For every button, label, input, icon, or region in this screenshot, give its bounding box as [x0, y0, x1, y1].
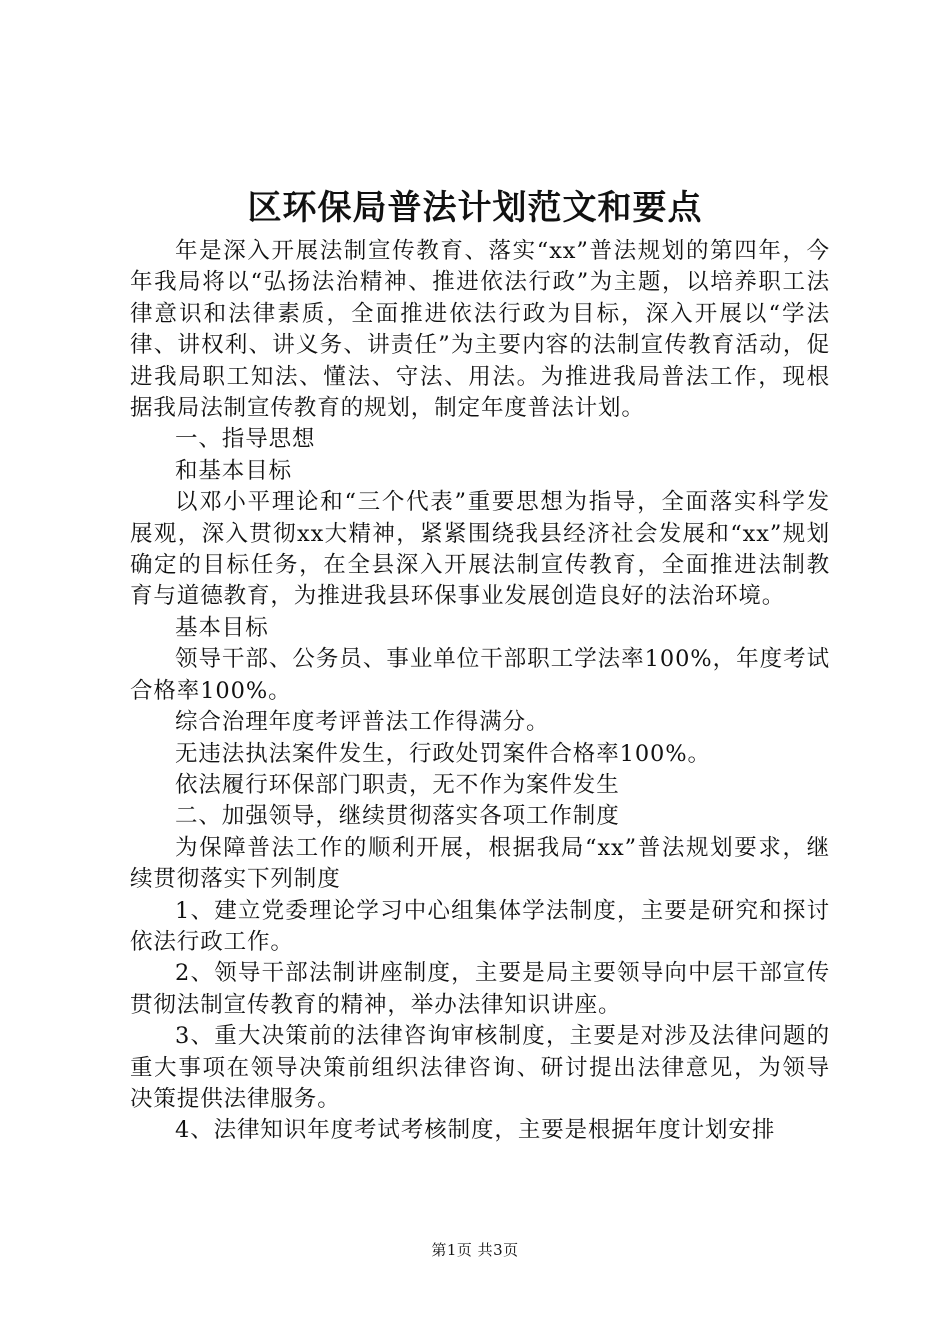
system-item-1: 1、建立党委理论学习中心组集体学法制度，主要是研究和探讨依法行政工作。 [130, 897, 830, 955]
heading-strengthen-leadership: 二、加强领导，继续贯彻落实各项工作制度 [175, 803, 620, 830]
paragraph-intro: 年是深入开展法制宣传教育、落实“xx”普法规划的第四年，今年我局将以“弘扬法治精神、推进依法行政”为主题，以培养职工法律意识和法律素质，全面推进依法行政为目标，深入开展以“学法律、讲权利、讲义务、讲责任”为主要内容的法制宣传教育活动，促进我局职工知法、懂法、守法、用法。为推进我局普法工作，现根据我局法制宣传教育的规划，制定年度普法计划。 [130, 238, 830, 422]
heading-basic-goals: 基本目标 [175, 614, 269, 641]
document-title: 区环保局普法计划范文和要点 [247, 188, 703, 228]
document-body [130, 236, 830, 1147]
paragraph-system-intro: 为保障普法工作的顺利开展，根据我局“xx”普法规划要求，继续贯彻落实下列制度 [130, 834, 830, 893]
paragraph-guiding-ideology: 以邓小平理论和“三个代表”重要思想为指导，全面落实科学发展观，深入贯彻xx大精神，紧紧围绕我县经济社会发展和“xx”规划确定的目标任务，在全县深入开展法制宣传教育，全面推进法制教育与道德教育，为推进我县环保事业发展创造良好的法治环境。 [130, 489, 830, 610]
goal-item-duties: 依法履行环保部门职责，无不作为案件发生 [175, 771, 620, 798]
heading-guiding-ideology: 一、指导思想 [175, 426, 316, 453]
heading-basic-goals-continued: 和基本目标 [175, 457, 293, 484]
goal-item-no-violation: 无违法执法案件发生，行政处罚案件合格率100%。 [175, 740, 711, 767]
system-item-3: 3、重大决策前的法律咨询审核制度，主要是对涉及法律问题的重大事项在领导决策前组织法律咨询、研讨提出法律意见，为领导决策提供法律服务。 [130, 1023, 830, 1112]
system-item-4: 4、法律知识年度考试考核制度，主要是根据年度计划安排 [175, 1117, 776, 1144]
goal-item-evaluation: 综合治理年度考评普法工作得满分。 [175, 709, 550, 736]
goal-item-study-rate: 领导干部、公务员、事业单位干部职工学法率100%，年度考试合格率100%。 [130, 646, 830, 704]
system-item-2: 2、领导干部法制讲座制度，主要是局主要领导向中层干部宣传贯彻法制宣传教育的精神，举办法律知识讲座。 [130, 960, 830, 1018]
page-number-footer: 第1页 共3页 [431, 1241, 519, 1259]
